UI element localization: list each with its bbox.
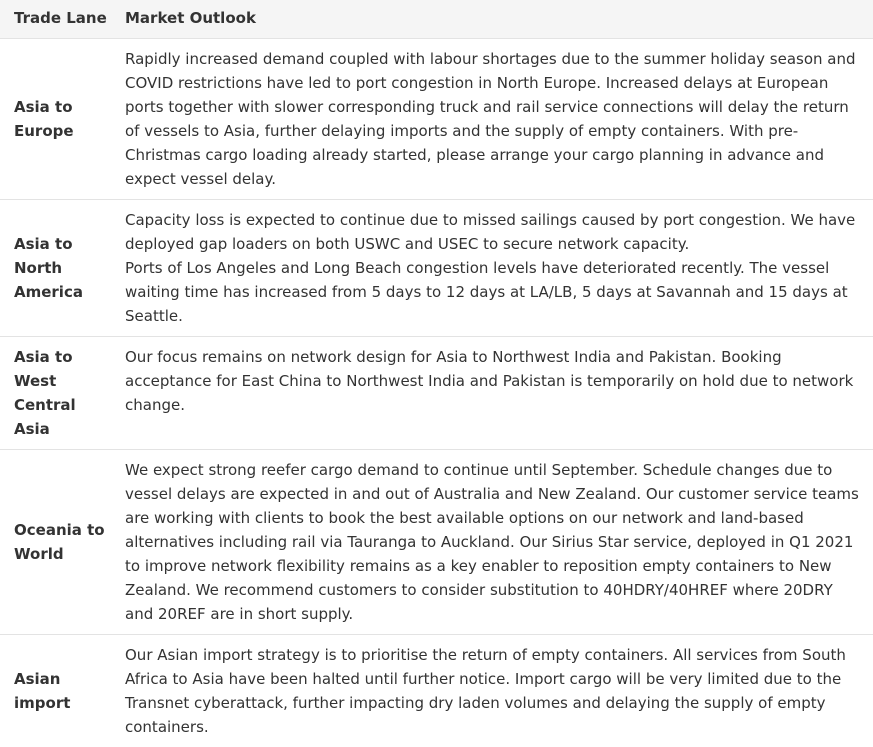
- column-header-market-outlook: Market Outlook: [111, 0, 873, 39]
- trade-lane-cell: Asia to North America: [0, 200, 111, 337]
- table-row: [0, 39, 873, 200]
- market-outlook-cell: [111, 39, 873, 200]
- outlook-paragraph: Our Asian import strategy is to prioritise the return of empty containers. All services from South Africa to Asia have been halted until further notice. Import cargo will be very limited due to the Transnet cyberattack, further impacting dry laden volumes and delaying the supply of empty containers.: [125, 643, 859, 739]
- table-row: [0, 450, 873, 635]
- column-header-trade-lane: Trade Lane: [0, 0, 111, 39]
- outlook-paragraph: Ports of Los Angeles and Long Beach congestion levels have deteriorated recently. The vessel waiting time has increased from 5 days to 12 days at LA/LB, 5 days at Savannah and 15 days at Seattle.: [125, 256, 859, 328]
- trade-lane-cell: Asia to Europe: [0, 39, 111, 200]
- outlook-paragraph: Our focus remains on network design for Asia to Northwest India and Pakistan. Booking acceptance for East China to Northwest India and Pakistan is temporarily on hold due to network change.: [125, 345, 859, 417]
- trade-lane-cell: Asian import: [0, 635, 111, 747]
- table-row: [0, 635, 873, 747]
- trade-lane-cell: Oceania to World: [0, 450, 111, 635]
- table-row: [0, 200, 873, 337]
- market-outlook-cell: [111, 635, 873, 747]
- table-header-row: [0, 0, 873, 39]
- outlook-paragraph: Rapidly increased demand coupled with labour shortages due to the summer holiday season and COVID restrictions have led to port congestion in North Europe. Increased delays at European ports together with slower corresponding truck and rail service connections will delay the return of vessels to Asia, further delaying imports and the supply of empty containers. With pre-Christmas cargo loading already started, please arrange your cargo planning in advance and expect vessel delay.: [125, 47, 859, 191]
- market-outlook-cell: [111, 450, 873, 635]
- market-outlook-cell: [111, 200, 873, 337]
- market-outlook-cell: [111, 337, 873, 450]
- outlook-paragraph: We expect strong reefer cargo demand to continue until September. Schedule changes due to vessel delays are expected in and out of Australia and New Zealand. Our customer service teams are working with clients to book the best available options on our network and land-based alternatives including rail via Tauranga to Auckland. Our Sirius Star service, deployed in Q1 2021 to improve network flexibility remains as a key enabler to reposition empty containers to New Zealand. We recommend customers to consider substitution to 40HDRY/40HREF where 20DRY and 20REF are in short supply.: [125, 458, 859, 626]
- outlook-paragraph: Capacity loss is expected to continue due to missed sailings caused by port congestion. We have deployed gap loaders on both USWC and USEC to secure network capacity.: [125, 208, 859, 256]
- trade-lane-cell: Asia to West Central Asia: [0, 337, 111, 450]
- table-row: [0, 337, 873, 450]
